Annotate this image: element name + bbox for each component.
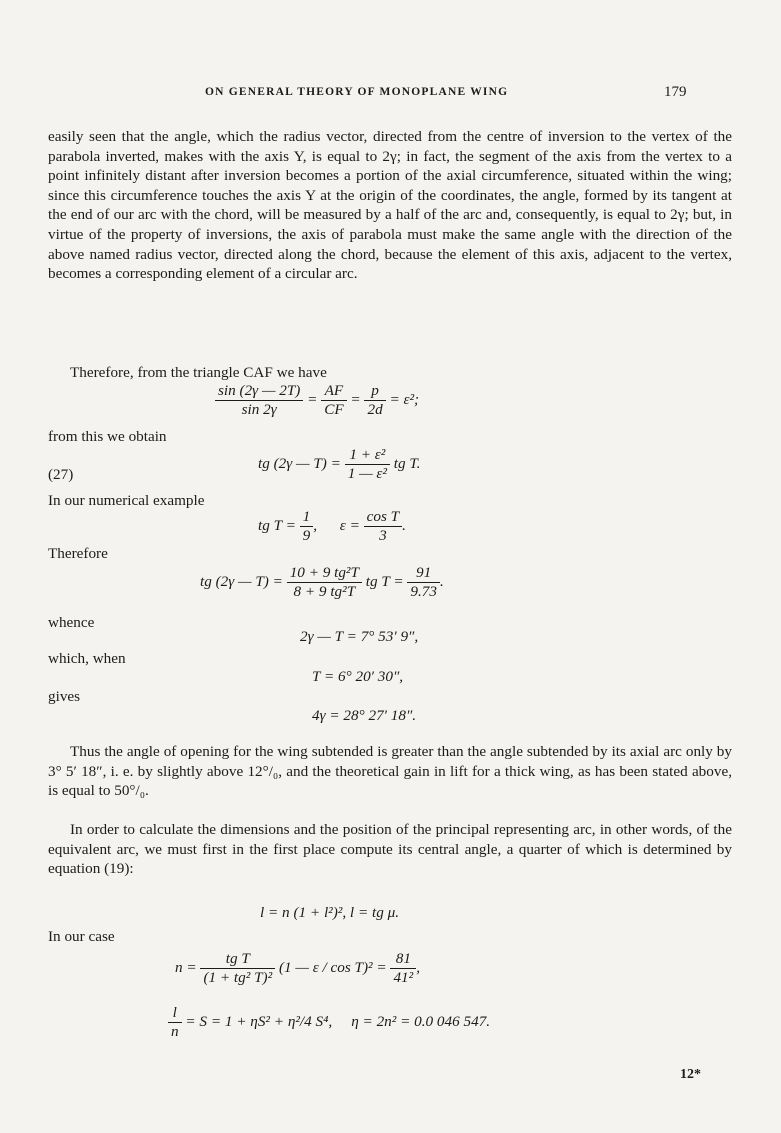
last-num: l — [168, 1004, 182, 1023]
text-which: which, when — [48, 650, 126, 667]
case-lhs: n = — [175, 958, 197, 976]
therefore-num: 10 + 9 tg²T — [287, 564, 362, 583]
paragraph-1: easily seen that the angle, which the radius vector, directed from the centre of inversion to the vertex of the parabola inverted, makes with the axis Y, is equal to 2γ; in fact, the segment of the axis from the vertex to a point infinitely distant after inversion becomes a portion of the axial circumference, situated within the wing; since this circumference touches the axis Y at the origin of the coordinates, the angle, formed by its tangent at the end of our arc with the chord, will be measured by a half of the arc and, consequently, is equal to 2γ; but, in virtue of the property of inversions, the axis of parabola must make the same angle with the direction of the above named radius vector, directed along the chord, because the element of this axis, adjacent to the vertex, becomes a corresponding element of a circular arc. — [48, 128, 732, 283]
case-num: tg T — [200, 950, 275, 969]
equation-therefore — [200, 564, 444, 601]
last-eta: η = 2n² = 0.0 046 547. — [351, 1012, 491, 1030]
therefore-den: 8 + 9 tg²T — [293, 583, 356, 600]
example-eps: ε = — [339, 516, 360, 534]
example-end: . — [402, 516, 406, 534]
eq27-den: 1 — ε² — [347, 465, 387, 482]
eq27-lhs: tg (2γ — T) = — [258, 454, 341, 472]
equation-which: T = 6° 20′ 30″, — [312, 668, 404, 685]
eq1-numerator: sin (2γ — 2T) — [215, 382, 303, 401]
paragraph-3: Thus the angle of opening for the wing subtended is greater than the angle subtended by its axial arc only by 3° 5′ 18″, i. e. by slightly above 12°/₀, and the theoretical gain in lift for a thick wing, as has been stated above, is equal to 50°/₀. — [48, 743, 732, 800]
paragraph-2: Therefore, from the triangle CAF we have — [70, 364, 327, 381]
equation-sin-ratio: $\frac{\sin (2\gamma — 2T)}{\sin 2\gamma}$ = $\frac{AF}{CF}$ = $\frac{p}{2d}$ = ε²; — [215, 382, 419, 419]
text-gives: gives — [48, 688, 81, 705]
example-den2: 3 — [379, 527, 387, 544]
equation-19: l = n (1 + l²)², l = tg μ. — [260, 904, 400, 921]
text-example: In our numerical example — [48, 492, 205, 509]
case-den2: 41² — [393, 969, 414, 986]
equation-27 — [258, 446, 420, 483]
paragraph-4: In order to calculate the dimensions and the position of the principal representing arc, in other words, of the equivalent arc, we must first in the first place compute its central angle, a quarter of which is determined by equation (19): — [48, 821, 732, 878]
example-lhs: tg T = — [258, 516, 296, 534]
eq1-2d: 2d — [367, 401, 383, 418]
equation-gives: 4γ = 28° 27′ 18″. — [312, 707, 417, 724]
therefore-lhs: tg (2γ — T) = — [200, 572, 283, 590]
therefore-mid: tg T = — [365, 572, 404, 590]
eq27-label: (27) — [48, 466, 74, 483]
example-num: 1 — [300, 508, 314, 527]
signature-mark: 12* — [680, 1067, 701, 1082]
case-end: , — [416, 958, 420, 976]
case-paren: (1 — ε / cos T)² = — [278, 958, 387, 976]
running-head: ON GENERAL THEORY OF MONOPLANE WING — [205, 86, 509, 98]
equation-example — [258, 508, 406, 545]
page-header — [0, 84, 781, 104]
equation-last — [168, 1004, 490, 1041]
eq1-af: AF — [321, 382, 346, 401]
eq1-tail: = ε²; — [389, 390, 420, 408]
therefore-num2: 91 — [407, 564, 440, 583]
text-therefore: Therefore — [48, 545, 108, 562]
text-whence: whence — [48, 614, 95, 631]
equation-case — [175, 950, 420, 987]
therefore-end: . — [439, 572, 444, 590]
eq1-p: p — [364, 382, 385, 401]
case-num2: 81 — [390, 950, 416, 969]
last-den: n — [171, 1023, 179, 1040]
equation-whence: 2γ — T = 7° 53′ 9″, — [300, 628, 419, 645]
example-num2: cos T — [364, 508, 403, 527]
eq27-rhs: tg T. — [393, 454, 421, 472]
eq27-num: 1 + ε² — [345, 446, 390, 465]
example-sep: , — [313, 516, 318, 534]
last-body: = S = 1 + ηS² + η²/4 S⁴, — [185, 1012, 333, 1030]
eq1-denominator: sin 2γ — [241, 401, 277, 418]
page-number: 179 — [664, 84, 687, 100]
therefore-den2: 9.73 — [410, 583, 437, 600]
example-den: 9 — [302, 527, 311, 544]
text-case: In our case — [48, 928, 115, 945]
eq1-cf: CF — [324, 401, 344, 418]
text-from: from this we obtain — [48, 428, 167, 445]
case-den: (1 + tg² T)² — [203, 969, 273, 986]
